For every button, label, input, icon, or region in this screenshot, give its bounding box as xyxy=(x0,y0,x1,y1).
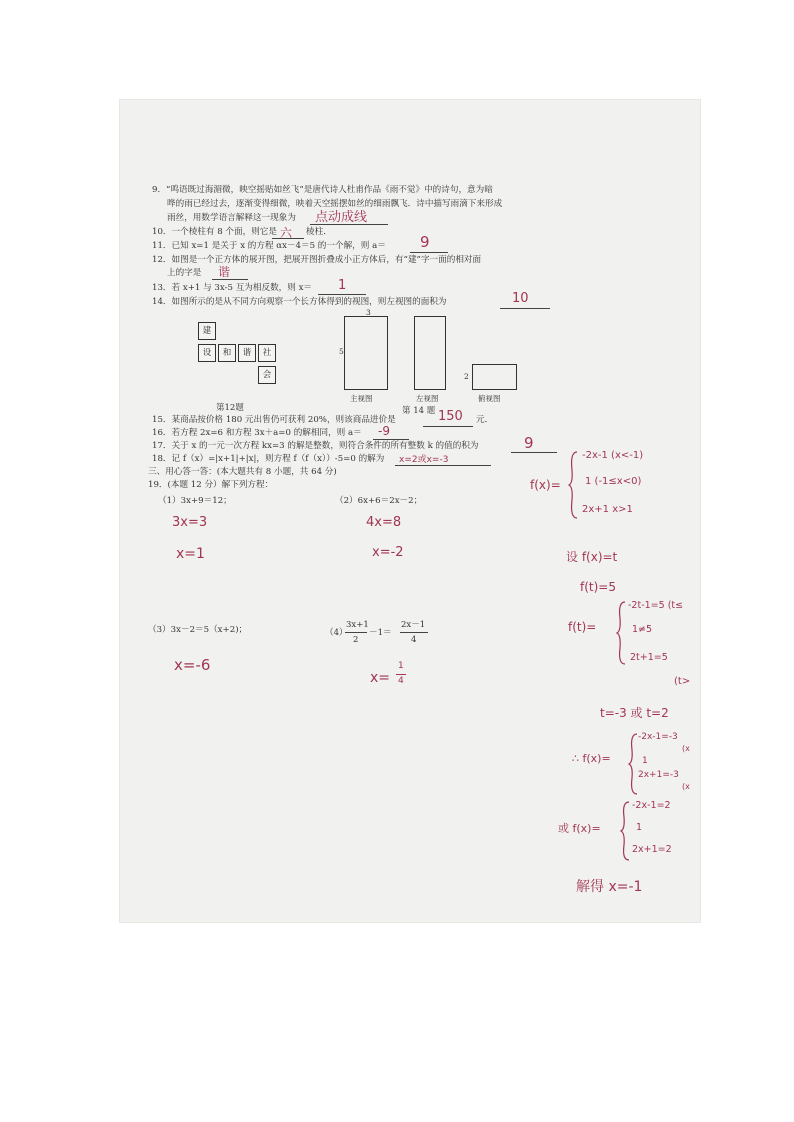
answer-17: 9 xyxy=(524,434,534,452)
answer-9: 点动成线 xyxy=(315,210,368,225)
answer-line-18 xyxy=(395,465,491,466)
scanned-exam-page xyxy=(120,100,700,922)
work-3-answer: x=-6 xyxy=(174,656,211,674)
side-or-case-1: -2x-1=2 xyxy=(632,800,671,811)
question-9-line-1: 9．“鸣语既过海湄微，映空摇贴如丝飞”是唐代诗人杜甫作品《雨不觉》中的诗句，意为暗 xyxy=(152,185,493,195)
side-final-answer: 解得 x=-1 xyxy=(576,879,643,895)
work-4-denominator: 4 xyxy=(398,676,404,686)
top-view-label: 俯视图 xyxy=(478,394,501,403)
answer-13: 1 xyxy=(338,278,347,293)
question-19-part-3: （3）3x－2＝5（x+2)； xyxy=(148,625,248,635)
side-so-case-3: 2x+1=-3 xyxy=(638,770,679,780)
fraction-1-denominator: 2 xyxy=(353,635,359,645)
front-view-rectangle xyxy=(344,316,388,390)
question-11: 11．已知 x=1 是关于 x 的方程 αx－4＝5 的一个解，则 a＝ xyxy=(152,241,386,251)
work-2-step-2: x=-2 xyxy=(372,545,404,560)
side-t-values: t=-3 或 t=2 xyxy=(600,706,669,720)
side-f-t-case-1: -2t-1=5 (t≤ xyxy=(628,600,684,611)
figure-14-caption: 第 14 题 xyxy=(402,406,436,416)
work-2-step-1: 4x=8 xyxy=(366,515,402,530)
figure-12-caption: 第12题 xyxy=(216,403,244,413)
question-10-tail: 棱柱． xyxy=(306,227,332,237)
answer-11: 9 xyxy=(420,233,430,251)
side-brace-3 xyxy=(628,732,638,796)
front-view-side-dimension: 5 xyxy=(339,347,344,356)
net-cell-6: 会 xyxy=(258,366,276,384)
side-so-f-x: ∴ f(x)= xyxy=(572,752,611,765)
question-19-part-2: （2）6x+6＝2x－2； xyxy=(335,496,423,506)
answer-10: 六 xyxy=(280,226,293,240)
work-1-step-2: x=1 xyxy=(176,546,205,562)
question-13: 13．若 x+1 与 3x-5 互为相反数，则 x＝ xyxy=(152,283,313,293)
side-case-2: 1 (-1≤x<0) xyxy=(585,476,642,487)
answer-15: 150 xyxy=(438,409,463,424)
front-view-top-dimension: 3 xyxy=(366,308,371,317)
side-case-1: -2x-1 (x<-1) xyxy=(582,450,644,461)
side-brace-4 xyxy=(620,800,630,862)
answer-12: 谐 xyxy=(218,265,231,279)
question-16: 16．若方程 2x=6 和方程 3x＋a=0 的解相同，则 a＝ xyxy=(152,428,362,438)
net-cell-2: 设 xyxy=(198,344,216,362)
side-so-case-1: -2x-1=-3 xyxy=(638,732,678,742)
side-so-case-3-condition: (x xyxy=(682,782,690,791)
front-view-label: 主视图 xyxy=(350,394,373,403)
work-1-step-1: 3x=3 xyxy=(172,515,208,530)
side-or-case-2: 1 xyxy=(636,822,643,833)
question-10: 10．一个棱柱有 8 个面，则它是 xyxy=(152,227,277,237)
side-f-t: f(t)= xyxy=(568,620,597,634)
side-f-t-case-3: 2t+1=5 xyxy=(630,652,668,663)
side-f-t-case-3-condition: (t> xyxy=(674,676,691,687)
question-19-part-4-middle: －1＝ xyxy=(369,628,392,638)
fraction-1-numerator: 3x+1 xyxy=(346,620,369,630)
side-case-3: 2x+1 x>1 xyxy=(582,504,633,515)
answer-14: 10 xyxy=(512,291,529,306)
top-view-dimension: 2 xyxy=(464,372,469,381)
work-4-prefix: x= xyxy=(370,670,391,686)
answer-line-15 xyxy=(423,426,473,427)
work-4-fraction-bar xyxy=(396,674,406,675)
question-19-part-4-prefix: （4） xyxy=(325,628,348,638)
side-f-definition: f(x)= xyxy=(530,478,561,492)
top-view-rectangle xyxy=(472,364,517,390)
question-18: 18．记 f（x）=|x+1|+|x|，则方程 f（f（x））-5=0 的解为 xyxy=(152,454,385,464)
work-4-numerator: 1 xyxy=(398,661,404,671)
side-f-t-equals-5: f(t)=5 xyxy=(580,580,616,594)
side-brace-1 xyxy=(568,450,578,520)
answer-line-17 xyxy=(511,452,557,453)
question-14: 14．如图所示的是从不同方向观察一个长方体得到的视图，则左视图的面积为 xyxy=(152,297,447,307)
answer-line-11 xyxy=(410,252,448,253)
side-brace-2 xyxy=(616,600,626,666)
answer-line-14 xyxy=(500,308,550,309)
question-15-tail: 元． xyxy=(476,415,494,425)
fraction-2-denominator: 4 xyxy=(411,635,417,645)
net-cell-5: 社 xyxy=(258,344,276,362)
net-cell-3: 和 xyxy=(218,344,236,362)
net-cell-1: 建 xyxy=(198,322,216,340)
section-3-heading: 三、用心答一答：(本大题共有 8 小题，共 64 分) xyxy=(148,467,337,477)
question-12-line-2: 上的字是 xyxy=(167,268,202,278)
side-let-t: 设 f(x)=t xyxy=(566,550,618,564)
question-9-line-3: 雨丝，用数学语言解释这一现象为 xyxy=(167,213,296,223)
fraction-2-numerator: 2x－1 xyxy=(401,620,426,630)
left-view-label: 左视图 xyxy=(416,394,439,403)
net-cell-4: 谐 xyxy=(238,344,256,362)
answer-line-13 xyxy=(318,294,366,295)
side-so-case-2: 1 xyxy=(642,756,648,766)
left-view-rectangle xyxy=(414,316,446,390)
side-so-case-1-condition: (x xyxy=(682,744,690,753)
side-or-f-x: 或 f(x)= xyxy=(558,822,601,835)
question-15: 15．某商品按价格 180 元出售仍可获利 20%，则该商品进价是 xyxy=(152,415,396,425)
question-9-line-2: 哗的雨已经过去，逐渐变得细微，映着天空摇摆如丝的细雨飘飞．诗中描写雨滴下来形成 xyxy=(167,199,503,209)
answer-16: -9 xyxy=(378,424,390,438)
question-17: 17．关于 x 的一元一次方程 kx=3 的解是整数，则符合条件的所有整数 k 的值的积为 xyxy=(152,441,479,451)
side-or-case-3: 2x+1=2 xyxy=(632,844,672,855)
question-19-part-1: （1）3x+9＝12； xyxy=(158,496,232,506)
question-12-line-1: 12．如图是一个正方体的展开图，把展开图折叠成小正方体后，有“建”字一面的相对面 xyxy=(152,255,482,265)
answer-18: x=2或x=-3 xyxy=(399,455,449,465)
fraction-1-bar xyxy=(345,632,367,633)
question-19: 19．(本题 12 分）解下列方程： xyxy=(148,480,274,490)
side-f-t-case-2: 1≠5 xyxy=(632,624,653,635)
fraction-2-bar xyxy=(400,632,428,633)
